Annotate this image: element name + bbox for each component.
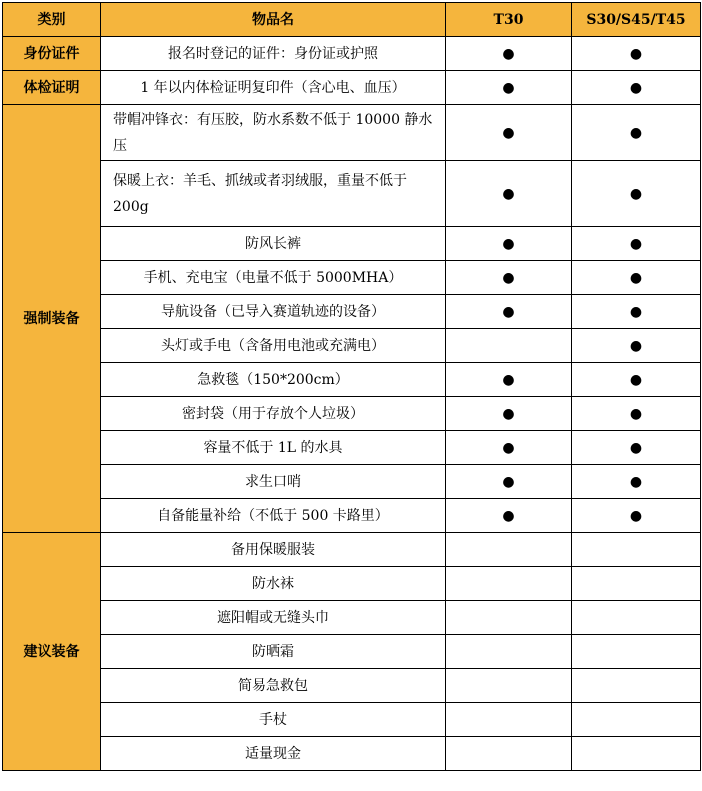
item-name-cell: 容量不低于 1L 的水具 bbox=[101, 431, 446, 465]
bullet-icon: ● bbox=[629, 337, 643, 354]
bullet-icon: ● bbox=[502, 269, 515, 286]
bullet-icon: ● bbox=[629, 124, 643, 141]
bullet-icon: ● bbox=[502, 235, 515, 252]
s30-s45-t45-required-cell bbox=[572, 329, 701, 363]
bullet-icon: ● bbox=[629, 371, 643, 388]
t30-required-cell bbox=[446, 161, 572, 227]
t30-required-cell bbox=[446, 363, 572, 397]
category-cell: 强制装备 bbox=[3, 105, 101, 533]
item-name-cell: 导航设备（已导入赛道轨迹的设备） bbox=[101, 295, 446, 329]
bullet-icon: ● bbox=[502, 79, 515, 96]
table-row bbox=[3, 669, 701, 703]
bullet-icon: ● bbox=[629, 405, 643, 422]
item-name-cell: 1 年以内体检证明复印件（含心电、血压） bbox=[101, 71, 446, 105]
table-row bbox=[3, 397, 701, 431]
item-name-cell: 求生口哨 bbox=[101, 465, 446, 499]
table-row bbox=[3, 499, 701, 533]
bullet-icon: ● bbox=[502, 124, 515, 141]
bullet-icon: ● bbox=[629, 507, 643, 524]
item-name-cell: 报名时登记的证件：身份证或护照 bbox=[101, 37, 446, 71]
bullet-icon: ● bbox=[502, 303, 515, 320]
item-name-cell: 防风长裤 bbox=[101, 227, 446, 261]
t30-required-cell bbox=[446, 669, 572, 703]
item-name-cell: 备用保暖服装 bbox=[101, 533, 446, 567]
category-cell: 建议装备 bbox=[3, 533, 101, 771]
item-name-cell: 手机、充电宝（电量不低于 5000MHA） bbox=[101, 261, 446, 295]
t30-required-cell bbox=[446, 261, 572, 295]
table-row bbox=[3, 533, 701, 567]
bullet-icon: ● bbox=[629, 235, 643, 252]
t30-required-cell bbox=[446, 737, 572, 771]
item-name-cell: 自备能量补给（不低于 500 卡路里） bbox=[101, 499, 446, 533]
bullet-icon: ● bbox=[502, 439, 515, 456]
bullet-icon: ● bbox=[502, 405, 515, 422]
header-category: 类别 bbox=[3, 3, 101, 37]
s30-s45-t45-required-cell bbox=[572, 499, 701, 533]
t30-required-cell bbox=[446, 295, 572, 329]
s30-s45-t45-required-cell bbox=[572, 71, 701, 105]
bullet-icon: ● bbox=[629, 45, 643, 62]
t30-required-cell bbox=[446, 227, 572, 261]
item-name-cell: 手杖 bbox=[101, 703, 446, 737]
table-row bbox=[3, 105, 701, 161]
bullet-icon: ● bbox=[629, 79, 643, 96]
item-name-cell: 防水袜 bbox=[101, 567, 446, 601]
table-row bbox=[3, 737, 701, 771]
bullet-icon: ● bbox=[502, 473, 515, 490]
t30-required-cell bbox=[446, 105, 572, 161]
t30-required-cell bbox=[446, 499, 572, 533]
table-row bbox=[3, 465, 701, 499]
t30-required-cell bbox=[446, 431, 572, 465]
category-cell: 体检证明 bbox=[3, 71, 101, 105]
table-row bbox=[3, 703, 701, 737]
s30-s45-t45-required-cell bbox=[572, 737, 701, 771]
item-name-cell: 急救毯（150*200cm） bbox=[101, 363, 446, 397]
bullet-icon: ● bbox=[629, 185, 643, 202]
table-row bbox=[3, 601, 701, 635]
item-name-cell: 保暖上衣：羊毛、抓绒或者羽绒服，重量不低于 200g bbox=[101, 161, 446, 227]
t30-required-cell bbox=[446, 329, 572, 363]
s30-s45-t45-required-cell bbox=[572, 669, 701, 703]
bullet-icon: ● bbox=[502, 371, 515, 388]
header-t30: T30 bbox=[446, 3, 572, 37]
item-name-cell: 适量现金 bbox=[101, 737, 446, 771]
s30-s45-t45-required-cell bbox=[572, 431, 701, 465]
item-name-cell: 防晒霜 bbox=[101, 635, 446, 669]
s30-s45-t45-required-cell bbox=[572, 567, 701, 601]
s30-s45-t45-required-cell bbox=[572, 261, 701, 295]
item-name-cell: 带帽冲锋衣：有压胶，防水系数不低于 10000 静水压 bbox=[101, 105, 446, 161]
s30-s45-t45-required-cell bbox=[572, 703, 701, 737]
category-cell: 身份证件 bbox=[3, 37, 101, 71]
table-row bbox=[3, 431, 701, 465]
bullet-icon: ● bbox=[629, 303, 643, 320]
t30-required-cell bbox=[446, 703, 572, 737]
t30-required-cell bbox=[446, 533, 572, 567]
bullet-icon: ● bbox=[502, 45, 515, 62]
s30-s45-t45-required-cell bbox=[572, 363, 701, 397]
s30-s45-t45-required-cell bbox=[572, 465, 701, 499]
s30-s45-t45-required-cell bbox=[572, 37, 701, 71]
table-row bbox=[3, 329, 701, 363]
table-row bbox=[3, 71, 701, 105]
s30-s45-t45-required-cell bbox=[572, 533, 701, 567]
bullet-icon: ● bbox=[629, 473, 643, 490]
s30-s45-t45-required-cell bbox=[572, 635, 701, 669]
header-s30-s45-t45: S30/S45/T45 bbox=[572, 3, 701, 37]
t30-required-cell bbox=[446, 71, 572, 105]
table-row bbox=[3, 567, 701, 601]
t30-required-cell bbox=[446, 567, 572, 601]
s30-s45-t45-required-cell bbox=[572, 295, 701, 329]
item-name-cell: 遮阳帽或无缝头巾 bbox=[101, 601, 446, 635]
table-row bbox=[3, 161, 701, 227]
bullet-icon: ● bbox=[502, 507, 515, 524]
t30-required-cell bbox=[446, 601, 572, 635]
bullet-icon: ● bbox=[502, 185, 515, 202]
t30-required-cell bbox=[446, 635, 572, 669]
table-row bbox=[3, 635, 701, 669]
table-row bbox=[3, 261, 701, 295]
item-name-cell: 密封袋（用于存放个人垃圾） bbox=[101, 397, 446, 431]
table-body bbox=[3, 37, 701, 771]
s30-s45-t45-required-cell bbox=[572, 227, 701, 261]
bullet-icon: ● bbox=[629, 269, 643, 286]
equipment-table bbox=[2, 2, 701, 771]
table-row bbox=[3, 37, 701, 71]
s30-s45-t45-required-cell bbox=[572, 105, 701, 161]
table-row bbox=[3, 227, 701, 261]
bullet-icon: ● bbox=[629, 439, 643, 456]
t30-required-cell bbox=[446, 397, 572, 431]
header-item-name: 物品名 bbox=[101, 3, 446, 37]
s30-s45-t45-required-cell bbox=[572, 161, 701, 227]
t30-required-cell bbox=[446, 465, 572, 499]
item-name-cell: 简易急救包 bbox=[101, 669, 446, 703]
table-row bbox=[3, 295, 701, 329]
item-name-cell: 头灯或手电（含备用电池或充满电） bbox=[101, 329, 446, 363]
s30-s45-t45-required-cell bbox=[572, 601, 701, 635]
table-row bbox=[3, 363, 701, 397]
header-row bbox=[3, 3, 701, 37]
t30-required-cell bbox=[446, 37, 572, 71]
s30-s45-t45-required-cell bbox=[572, 397, 701, 431]
